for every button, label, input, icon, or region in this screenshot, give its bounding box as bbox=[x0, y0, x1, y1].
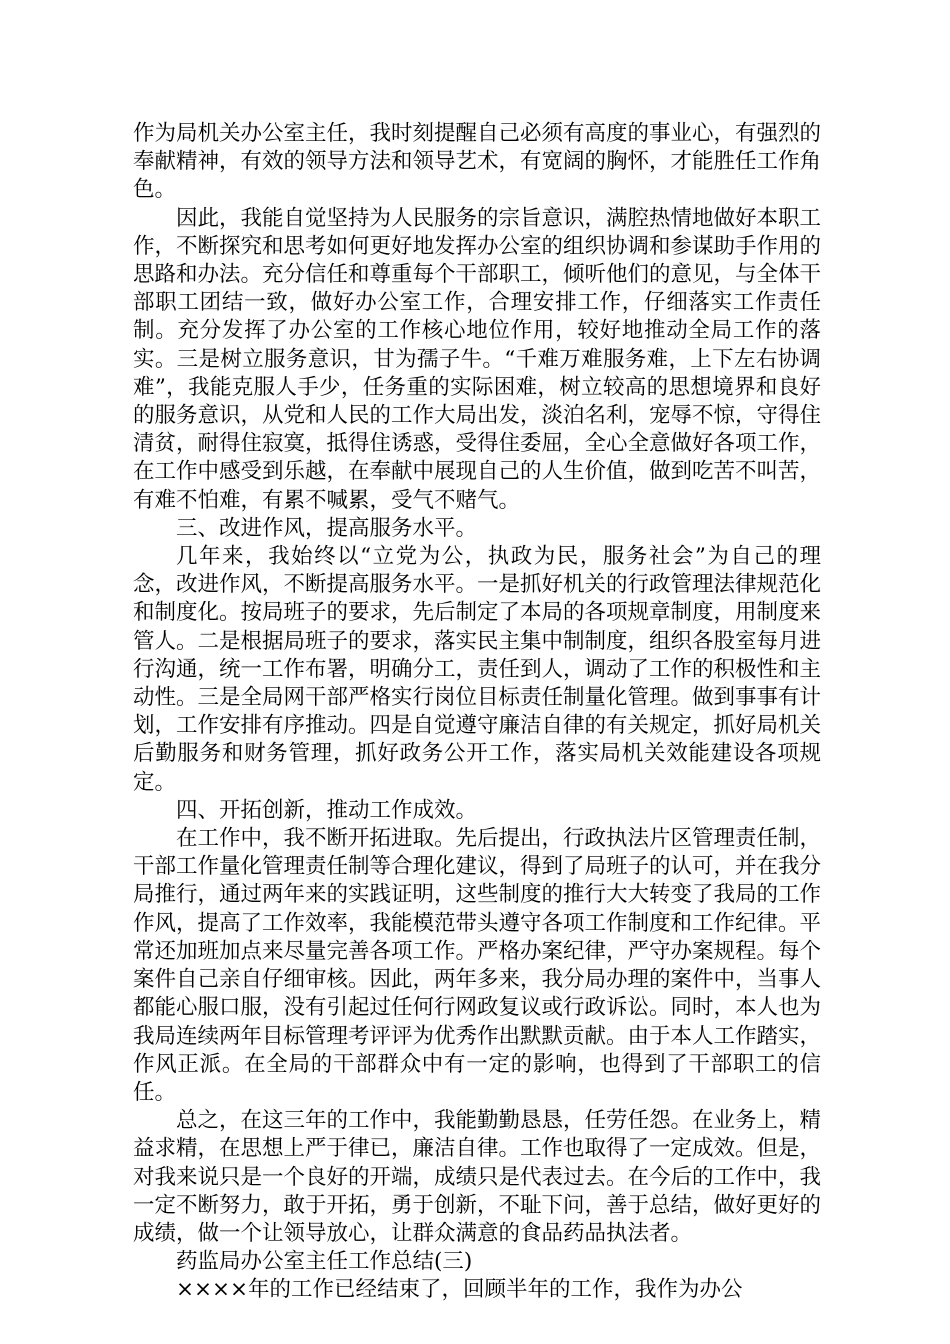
section-heading-innovation: 四、开拓创新，推动工作成效。 bbox=[176, 797, 478, 823]
paragraph-part-three-start: ××××年的工作已经结束了，回顾半年的工作，我作为办公 bbox=[176, 1277, 743, 1303]
paragraph-service-awareness: 因此，我能自觉坚持为人民服务的宗旨意识，满腔热情地做好本职工作，不断探究和思考如何更好地发挥办公室的组织协调和参谋助手作用的思路和办法。充分信任和尊重每个干部职工，倾听他们的意见，与全体干部职工团结一致，做好办公室工作，合理安排工作，仔细落实工作责任制。充分发挥了办公室的工作核心地位作用，较好地推动全局工作的落实。三是树立服务意识，甘为孺子牛。“千难万难服务难，上下左右协调难”，我能克服人手少，任务重的实际困难，树立较高的思想境界和良好的服务意识，从党和人民的工作大局出发，淡泊名利，宠辱不惊，守得住清贫，耐得住寂寞，抵得住诱惑，受得住委屈，全心全意做好各项工作，在工作中感受到乐越，在奉献中展现自己的人生价值，做到吃苦不叫苦，有难不怕难，有累不喊累，受气不赌气。 bbox=[133, 205, 822, 513]
paragraph-intro: 作为局机关办公室主任，我时刻提醒自己必须有高度的事业心，有强烈的奉献精神，有效的领导方法和领导艺术，有宽阔的胸怀，才能胜任工作角色。 bbox=[133, 121, 822, 203]
paragraph-conclusion: 总之，在这三年的工作中，我能勤勤恳恳，任劳任怨。在业务上，精益求精，在思想上严于律已，廉洁自律。工作也取得了一定成效。但是，对我来说只是一个良好的开端，成绩只是代表过去。在今后的工作中，我一定不断努力，敢于开拓，勇于创新，不耻下问，善于总结，做好更好的成绩，做一个让领导放心，让群众满意的食品药品执法者。 bbox=[133, 1108, 822, 1246]
document-title-part-three: 药监局办公室主任工作总结(三) bbox=[176, 1249, 473, 1275]
section-heading-improve-style: 三、改进作风，提高服务水平。 bbox=[176, 515, 478, 541]
document-body bbox=[133, 120, 821, 1305]
paragraph-innovation: 在工作中，我不断开拓进取。先后提出，行政执法片区管理责任制，干部工作量化管理责任制等合理化建议，得到了局班子的认可，并在我分局推行，通过两年来的实践证明，这些制度的推行大大转变了我局的工作作风，提高了工作效率，我能模范带头遵守各项工作制度和工作纪律。平常还加班加点来尽量完善各项工作。严格办案纪律，严守办案规程。每个案件自己亲自仔细审核。因此，两年多来，我分局办理的案件中，当事人都能心服口服，没有引起过任何行网政复议或行政诉讼。同时，本人也为我局连续两年目标管理考评评为优秀作出默默贡献。由于本人工作踏实，作风正派。在全局的干部群众中有一定的影响，也得到了干部职工的信任。 bbox=[133, 826, 822, 1105]
paragraph-improve-style: 几年来，我始终以“立党为公，执政为民，服务社会”为自己的理念，改进作风，不断提高服务水平。一是抓好机关的行政管理法律规范化和制度化。按局班子的要求，先后制定了本局的各项规章制度，用制度来管人。二是根据局班子的要求，落实民主集中制制度，组织各股室每月进行沟通，统一工作布署，明确分工，责任到人，调动了工作的积极性和主动性。三是全局网干部严格实行岗位目标责任制量化管理。做到事事有计划，工作安排有序推动。四是自觉遵守廉洁自律的有关规定，抓好局机关后勤服务和财务管理，抓好政务公开工作，落实局机关效能建设各项规定。 bbox=[133, 544, 822, 795]
